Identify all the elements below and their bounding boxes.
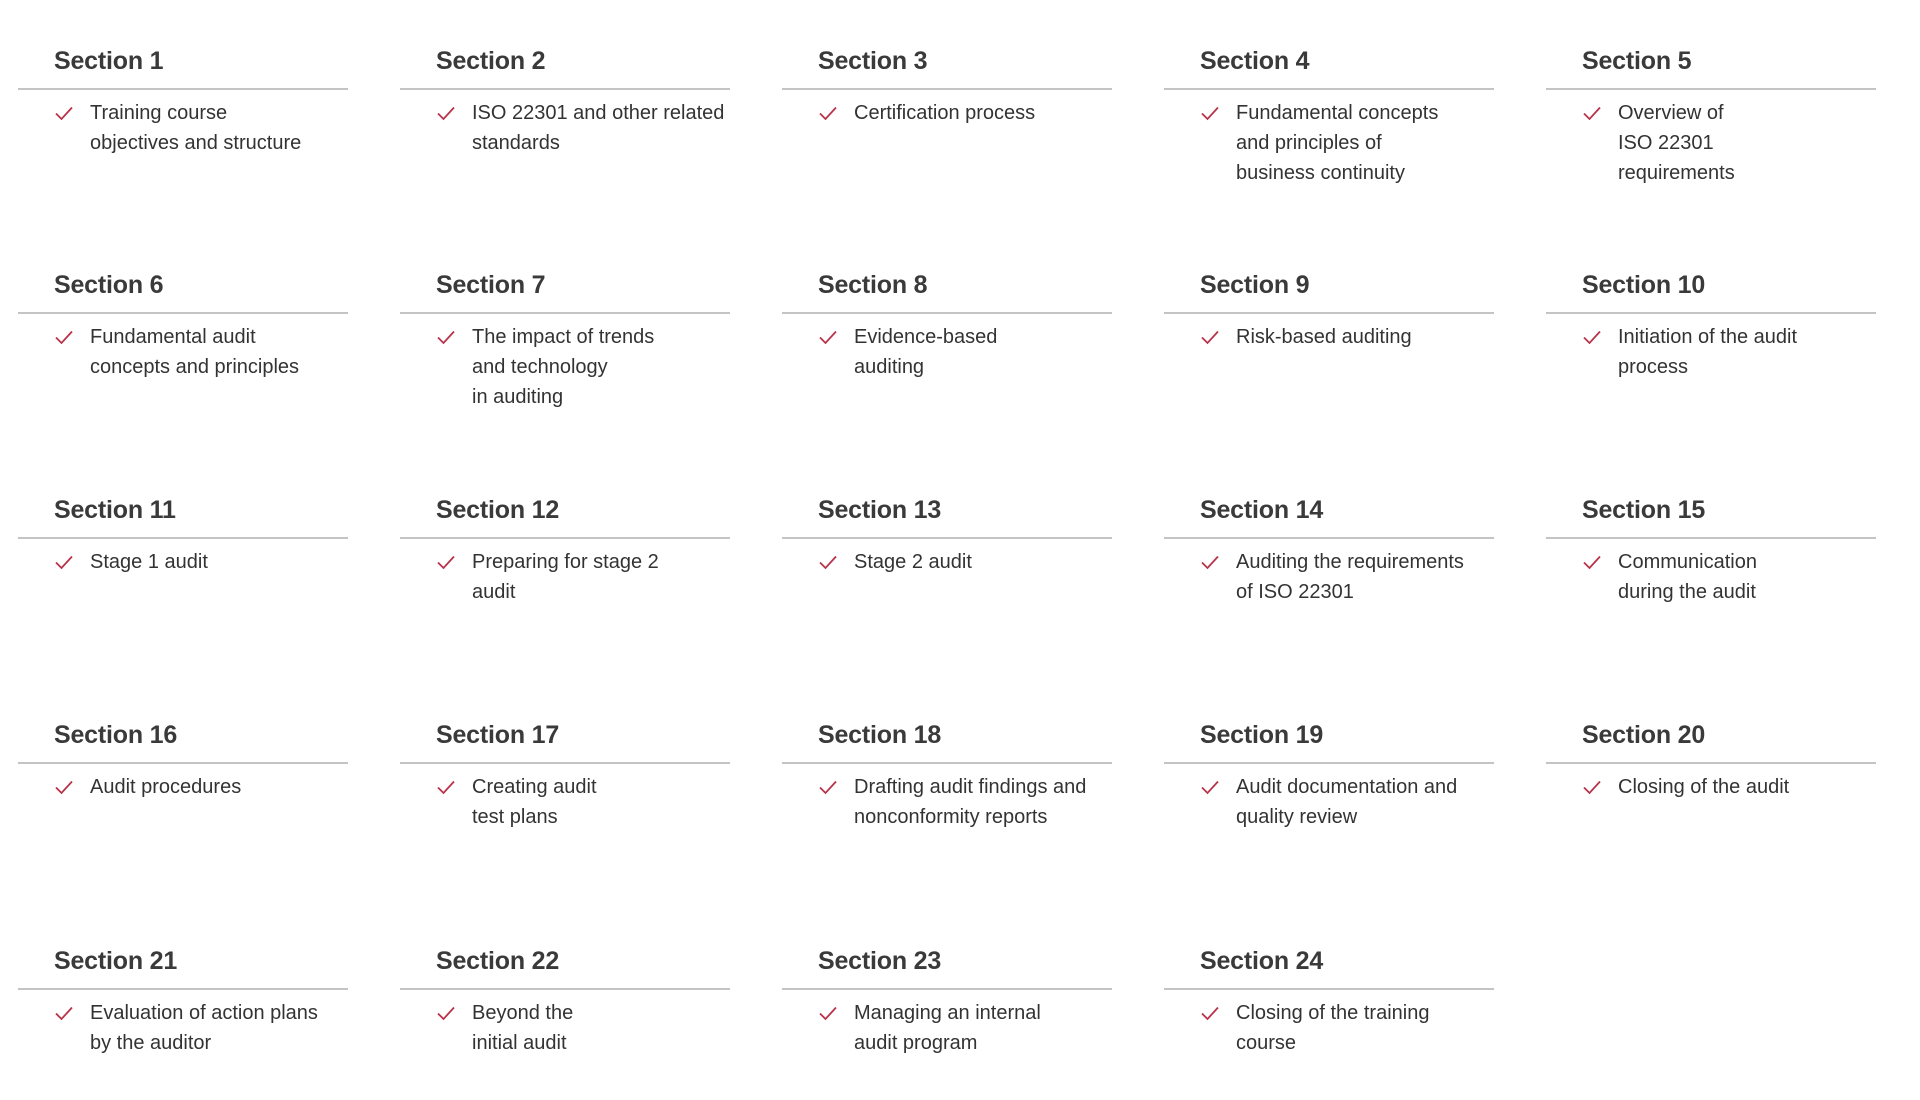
topic-label: Evaluation of action plans by the auditor (90, 1002, 318, 1054)
checkmark-icon (1200, 327, 1220, 347)
section-card (400, 46, 730, 158)
section-topic (1546, 98, 1876, 188)
section-title: Section 8 (782, 270, 1112, 314)
section-card (782, 46, 1112, 128)
section-card (782, 270, 1112, 382)
section-title: Section 2 (400, 46, 730, 90)
section-topic (18, 547, 348, 577)
checkmark-icon (54, 103, 74, 123)
section-card (1164, 46, 1494, 188)
section-card (1546, 720, 1876, 802)
section-topic (782, 98, 1112, 128)
checkmark-icon (1200, 103, 1220, 123)
section-title: Section 6 (18, 270, 348, 314)
section-topic (400, 322, 730, 412)
section-title: Section 17 (400, 720, 730, 764)
checkmark-icon (1582, 552, 1602, 572)
checkmark-icon (1582, 103, 1602, 123)
section-topic (782, 998, 1112, 1058)
topic-label: Fundamental audit concepts and principles (90, 326, 300, 378)
checkmark-icon (1582, 327, 1602, 347)
section-card (18, 946, 348, 1058)
topic-label: Beyond the initial audit (472, 1002, 574, 1054)
checkmark-icon (818, 552, 838, 572)
section-topic (1164, 772, 1494, 832)
topic-label: Managing an internal audit program (854, 1002, 1041, 1054)
checkmark-icon (54, 1003, 74, 1023)
section-card (1546, 270, 1876, 382)
topic-label: Stage 2 audit (854, 551, 972, 573)
topic-label: Auditing the requirements of ISO 22301 (1236, 551, 1464, 603)
section-card (1164, 495, 1494, 607)
section-card (1546, 495, 1876, 607)
section-title: Section 18 (782, 720, 1112, 764)
section-title: Section 5 (1546, 46, 1876, 90)
checkmark-icon (818, 777, 838, 797)
section-topic (1546, 772, 1876, 802)
topic-label: Initiation of the audit process (1618, 326, 1798, 378)
topic-label: Audit procedures (90, 776, 242, 798)
section-topic (1164, 98, 1494, 188)
section-title: Section 12 (400, 495, 730, 539)
checkmark-icon (818, 327, 838, 347)
topic-label: Communication during the audit (1618, 551, 1757, 603)
section-topic (1164, 547, 1494, 607)
section-title: Section 1 (18, 46, 348, 90)
topic-label: Preparing for stage 2 audit (472, 551, 659, 603)
section-card (782, 495, 1112, 577)
topic-label: Stage 1 audit (90, 551, 208, 573)
section-topic (782, 547, 1112, 577)
checkmark-icon (818, 103, 838, 123)
checkmark-icon (1200, 552, 1220, 572)
section-title: Section 9 (1164, 270, 1494, 314)
checkmark-icon (1200, 1003, 1220, 1023)
section-topic (1164, 998, 1494, 1058)
section-title: Section 11 (18, 495, 348, 539)
section-card (18, 720, 348, 802)
section-card (1164, 270, 1494, 352)
section-title: Section 14 (1164, 495, 1494, 539)
section-title: Section 21 (18, 946, 348, 990)
topic-label: Fundamental concepts and principles of business continuity (1236, 102, 1439, 184)
section-topic (400, 547, 730, 607)
topic-label: Risk-based auditing (1236, 326, 1412, 348)
checkmark-icon (436, 552, 456, 572)
checkmark-icon (436, 1003, 456, 1023)
section-topic (1546, 547, 1876, 607)
section-title: Section 19 (1164, 720, 1494, 764)
checkmark-icon (54, 552, 74, 572)
section-topic (400, 98, 730, 158)
section-title: Section 7 (400, 270, 730, 314)
section-card (782, 946, 1112, 1058)
section-title: Section 16 (18, 720, 348, 764)
section-topic (18, 998, 348, 1058)
section-title: Section 22 (400, 946, 730, 990)
section-topic (18, 98, 348, 158)
section-title: Section 10 (1546, 270, 1876, 314)
section-card (18, 495, 348, 577)
checkmark-icon (1200, 777, 1220, 797)
topic-label: Overview of ISO 22301 requirements (1618, 102, 1735, 184)
topic-label: Evidence-based auditing (854, 326, 998, 378)
section-card (1546, 46, 1876, 188)
section-card (400, 720, 730, 832)
section-topic (400, 998, 730, 1058)
topic-label: Closing of the audit (1618, 776, 1790, 798)
section-title: Section 23 (782, 946, 1112, 990)
checkmark-icon (54, 777, 74, 797)
section-title: Section 13 (782, 495, 1112, 539)
section-card (782, 720, 1112, 832)
section-topic (400, 772, 730, 832)
section-topic (18, 322, 348, 382)
topic-label: Audit documentation and quality review (1236, 776, 1458, 828)
topic-label: ISO 22301 and other related standards (472, 102, 725, 154)
section-title: Section 3 (782, 46, 1112, 90)
section-card (400, 495, 730, 607)
topic-label: Drafting audit findings and nonconformity reports (854, 776, 1087, 828)
topic-label: Certification process (854, 102, 1036, 124)
checkmark-icon (436, 327, 456, 347)
section-title: Section 20 (1546, 720, 1876, 764)
section-topic (1164, 322, 1494, 352)
checkmark-icon (818, 1003, 838, 1023)
checkmark-icon (54, 327, 74, 347)
section-card (18, 46, 348, 158)
topic-label: The impact of trends and technology in auditing (472, 326, 655, 408)
section-card (18, 270, 348, 382)
section-title: Section 4 (1164, 46, 1494, 90)
section-card (400, 270, 730, 412)
section-card (1164, 946, 1494, 1058)
checkmark-icon (1582, 777, 1602, 797)
topic-label: Creating audit test plans (472, 776, 597, 828)
checkmark-icon (436, 777, 456, 797)
topic-label: Closing of the training course (1236, 1002, 1430, 1054)
section-topic (782, 322, 1112, 382)
section-title: Section 15 (1546, 495, 1876, 539)
topic-label: Training course objectives and structure (90, 102, 302, 154)
section-card (400, 946, 730, 1058)
section-title: Section 24 (1164, 946, 1494, 990)
section-topic (18, 772, 348, 802)
section-topic (782, 772, 1112, 832)
checkmark-icon (436, 103, 456, 123)
section-card (1164, 720, 1494, 832)
section-topic (1546, 322, 1876, 382)
